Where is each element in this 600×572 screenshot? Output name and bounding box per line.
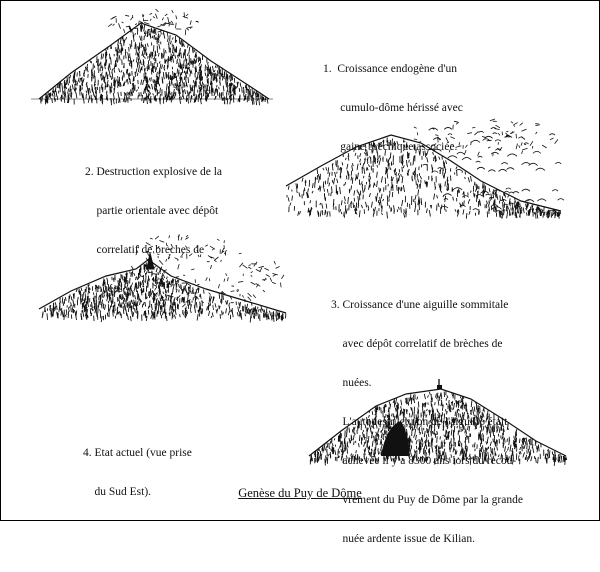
- caption-line: du Sud Est).: [83, 486, 152, 498]
- caption-line: partie orientale avec dépôt: [85, 205, 219, 217]
- volcano-stage-1-sketch: [31, 9, 273, 105]
- caption-stage-3: [331, 273, 523, 572]
- caption-line: L'autodestructuion de l'aiguille était: [331, 416, 508, 428]
- caption-stage-1: [323, 37, 463, 180]
- caption-line: nuée ardente issue de Kilian.: [331, 533, 476, 545]
- caption-line: achevée il y a 8300 ans lors du recou-: [331, 455, 517, 467]
- caption-line: nuées.: [85, 283, 126, 295]
- figure-title: Genèse du Puy de Dôme: [238, 486, 362, 500]
- caption-line: 2. Destruction explosive de la: [85, 166, 223, 178]
- caption-stage-2: [85, 140, 222, 322]
- caption-line: nuées.: [331, 377, 372, 389]
- caption-stage-4: [83, 421, 192, 525]
- caption-line: vrement du Puy de Dôme par la grande: [331, 494, 523, 506]
- caption-line: cumulo-dôme hérissé avec: [323, 102, 463, 114]
- caption-line: correlatif de brèches de: [85, 244, 205, 256]
- caption-line: 3. Croissance d'une aiguille sommitale: [331, 299, 509, 311]
- caption-line: gaine bréchique associée.: [323, 141, 458, 153]
- caption-line: avec dépôt correlatif de brèches de: [331, 338, 503, 350]
- caption-line: 4. Etat actuel (vue prise: [83, 447, 192, 459]
- caption-line: 1. Croissance endogène d'un: [323, 63, 457, 75]
